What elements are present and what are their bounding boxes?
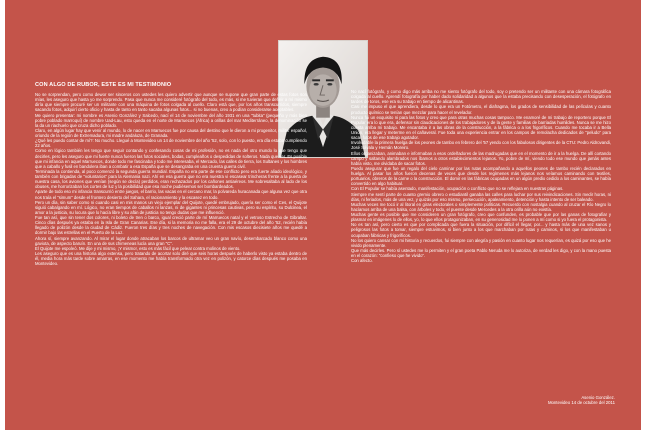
paragraph: Nunca fui un exquisito ni para las fotos y creo que para otras muchas cosas tampoco. Me enamoré de mi trabajo de reportero porque El Popular era lo que era, defensor sin claudicaciones de los trabajadores y de la gente y familias de barriadas humildes. Nunca se me hizo cuesta arriba mi trabajo. Me encantaba ir a las obras de la construcción, a la fábrica o a los frigoríficos. Cuando me tocaba ir a Bella Unión, era llegar y meterme en el cañaveral. Fue toda una experiencia entrar en los campos de remolacha dedicados de "peludo" para sacar fotos de ese trabajo agotador. [351, 114, 611, 141]
paragraph: No se sorprendan, pero como dewor ser sinceros con ustedes les quiero advertir que aunque se supone que gran parte de estas fotos son mías, les aseguro que hasta yo me sorprendo. Pasa que nunca me consideré fotógrafo del todo, es más, si me tuvieran que definir a mí mismo diría que siempre procuré ser un militante con una máquina de fotos colgada al cuello. Claro está que, por los años transcurridos, siempre sacando fotos, adquirí cierto oficio y hasta de tanto en tanto sacaba algunas fotos... si no buenas, creo a podían considerarse aceptables. [35, 92, 307, 113]
author-name: Asenio González. [581, 395, 615, 400]
paragraph: Muchas veces me tocó ir al litoral en giras electorales o simplemente políticas. Recuerdo con nostalgia cuando al cruzar el Río Negro lo hacíamos arriba de una balsa, con árboles y todo, el puente desde Mercedes a la otra orilla aún no existía. [351, 201, 611, 212]
paragraph: Terminada la contienda, al poco comenzó la segunda guerra mundial. España no era parte de ese conflicto pero era fuerte aliado ideológico, y también con brigadas de "voluntarios" para la Alemania nazi. Ahí en esa guerra que no era nuestra vi escasear trincheras frente a la puerta de nuestra casa, los aviones que venían (según se decía) perdidos, eran rechazados por los cañones antiaéreos. Me sobresaltaba al lado de los obuses, me horrorizaban los cortes de luz y la posibilidad que esa noche pudiésemos ser bombardeados. [35, 168, 307, 190]
paragraph: Aparte de todo eso mi infancia transcurrió entre juegos, el barrio, las vacas en el cercano mar, la polvareda huracanada que alguna vez que otra nos traía el "simum" desde el frontero desierto del Sahara, el racionamiento y la escasez en todo. [35, 189, 307, 200]
paragraph: Ellos organizaban, animaban e informaban a esos ordeñadores de las madrugadas que en el momento de ir a la huelga. De allí cortando campo y saltando alambrados nos íbamos a otros establecimientos lejanos. Yo, pobre de mí, viendo todo ese mundo que jamás antes había visto, me olvidaba de sacar fotos. [351, 150, 611, 166]
paragraph: No es tan así, pero cierto es que por complicada que fuera la situación, por difícil el llegar, por... y hasta más de una vez sanos y peligrosos las fotos a tomar, siempre estuvimos, si bien junto a los que marchaban por rutas y caminos, si los que manifestaban u ocupaban fábricas y frigoríficos. [351, 222, 611, 238]
paragraph: Con afecto. [351, 258, 373, 264]
paragraph: Como en lógico también les tengo que seguir contando y confesando cosas de mi profesión, no es nada del otro mundo lo que tengo que decirles, pero les aseguro que mi fuerte nunca fueron las fotos sociales, bodas, cumpleaños o despedidas de solteros. Nada que ver. Es posible que mi infancia en aquel Marruecos, donde todo me fascinaba y todo me interesaba, el Mercado, las calles de tierra, los Sultanes y los hombres que a caballo y fusil en bandolera iban a combatir a esa España que se desangraba en una cruenta guerra civil. [35, 148, 307, 169]
right-text-column [351, 89, 611, 263]
paragraph: No los quiero cansar con mi historia y recuerdos, fui siempre con alegría y pasión en cuanto lugar nos requerían, es quizá por eso que he vivido plenamente. [351, 237, 611, 248]
place-and-date: Montevideo 14 de octubre del 2011 [547, 400, 615, 406]
paragraph: Involvidable la primera huelga de los peones de tambo en febrero del '57 yendo con los fabulosos dirigentes de la CTU: Pedro Aldrovandi, José Sávala y Hernán Moreiro. [351, 140, 611, 151]
paragraph: Claro, en algún lugar hay que venir al mundo, lo de nacer en Marruecos fue por causa del destino que le dieron a mi progenitor, militar español, oriundo de la región de Extremadura, mi madre andaluza, de Granada. [35, 127, 307, 138]
paragraph: Que más decirles. Pero sí ustedes me lo permiten y el gran poeta Pablo Neruda me lo autoriza, de verdad les digo, y con la mano puesta en el corazón: "confieso que he vivido". [351, 247, 611, 258]
paragraph: Puedo asegurar que fue un regalo del cielo caminar por las rutas acompañando a aquellos peones de tambo recién declarados en huelga. Al pasar los años fueron decenas de veces que desde los regímenes más lejanos nos veíamos caminando con textiles, portuarios, obreros de la carne o la construcción. El domir en las fábricas ocupadas en un algún predio cedido a los caminantes, se había convertido en algo habitual. [351, 165, 611, 187]
left-text-column [35, 92, 307, 266]
paragraph: Pero un día, sin saber como ni cuando casi en mis manos un viejo ejemplar del Quijote, quedé embrujado, quería ser como el Ces, el Quijote siguió cabalgando en mí. Lógico, no eran tiempos de caballos ni lanzas, ni de gigantes ni princesas cautivas, pero su espíritu, su Dulcinea, el amor a la justicia, su locura que lo hacía libre y su afán de justicia no tengo dudas que me influenció. [35, 199, 307, 215]
paragraph: Casi me impuso el que aprendiera, desde lo que era un Fotómetro, el diafragma, los grados de sensibilidad de las películas y cuanto producto químico se tenían que mezclar para hacer el revelador. [351, 104, 611, 115]
paragraph: Les aseguro que es una historia algo extensa, pero tratando de acortar solo diré que seis horas después de haberlo visto ya estaba dentro de él, media hora más tarde sobre amarras, en ese momento me había transformado otra vez en polizón, y catorce días después me posaba en Montevideo. [35, 250, 307, 267]
paragraph: Me quiero presentar: mi nombre es Asenio González y Salcedo, nací el 14 de noviembre del año 1931 en una "tubita" (pequeño y más bien pobre poblado marroquí) de nombre Uad-Lau, esto queda en el norte de Marruecos (África) a orillas del mar Mediterráneo, la denominación se la da un riachuelo que cruza dicho poblado. [35, 112, 307, 128]
paragraph: Fue tan así, que sin tener dos colores, ni boleto de tren o barco, igual creció parte de mí Marruecos natal y el vetroso Estrecho de Gibraltar. Cinco días después ya estaba en la Isla de Gran Canarias. Ese día, si la memoria no me falla, era el 29 de octubre del año '52, recién había llegado de polizón desde la ciudad de Cádiz. Fueron tres días y tres noches de navegación. Con mis escasos diecisiete años me quedé a dormir bajo las estrellas en el Puerto de la Luz. [35, 215, 307, 236]
paragraph: No nací fotógrafo, y como digo más arriba no me siento fotógrafo del todo, soy o pretendo ser un militante con una cámara fotográfica colgada al cuello. Aprendí fotografía por haber dado solidaridad a algunos que la estaba precisando con desesperación, el fotógrafo en tardes de toros, ese era su trabajo en tiempo de alicantinas. [351, 89, 611, 105]
author-signature [485, 395, 615, 405]
paragraph: Ahora sí, siempre avanzando. Al mirar el lugar donde atracaban los barcos de ultramar veo un gran navío, desembarcado blanco como una gaviota, de aspecto baruín. En una de sus chimeneas lucía una gran "C". [35, 235, 307, 246]
testimony-heading: CON ALGO DE RUBOR, ESTE ES MI TESTIMONIO [35, 82, 172, 88]
paragraph: ¿Qué les puedo contar de mí?: No mucho. Llegué a Montevideo un 14 de noviembre del año '52, solo, con lo puesto, era día estaba cumpliendo 22 años. [35, 138, 307, 149]
page-spread [5, 0, 641, 430]
paragraph: Con El Popular se había asentado, manifestación, ocupación o conflicto que no se reflejara en nuestras páginas. [351, 186, 564, 192]
paragraph: Siempre me sentí parte de cuanto gremio obrero o estudiantil ganaba las calles para luchar por sus reivindicaciones. Sin medir horas, ni días, ni feriados, más de una vez, y quizás por eso mismo, persecución, apaleamiento, detención y hasta intento de ser baleado. [351, 191, 611, 202]
paragraph: El Quijote me espoleó. Me dije y mi mismo, ¡Y mismo!, esto es más fácil que pelear contra molinos de viento. [35, 245, 241, 251]
paragraph: Muchas gente es posible que me consideren un gran fotógrafo, creo que confunden, es probable que por las ganas de fotografiar y plasmar en imágenes lo de ellos, yo, lo que ellos protagonizaban, en su generosidad me lo ponen a mí como si yo fuera el protagonista. [351, 212, 611, 223]
